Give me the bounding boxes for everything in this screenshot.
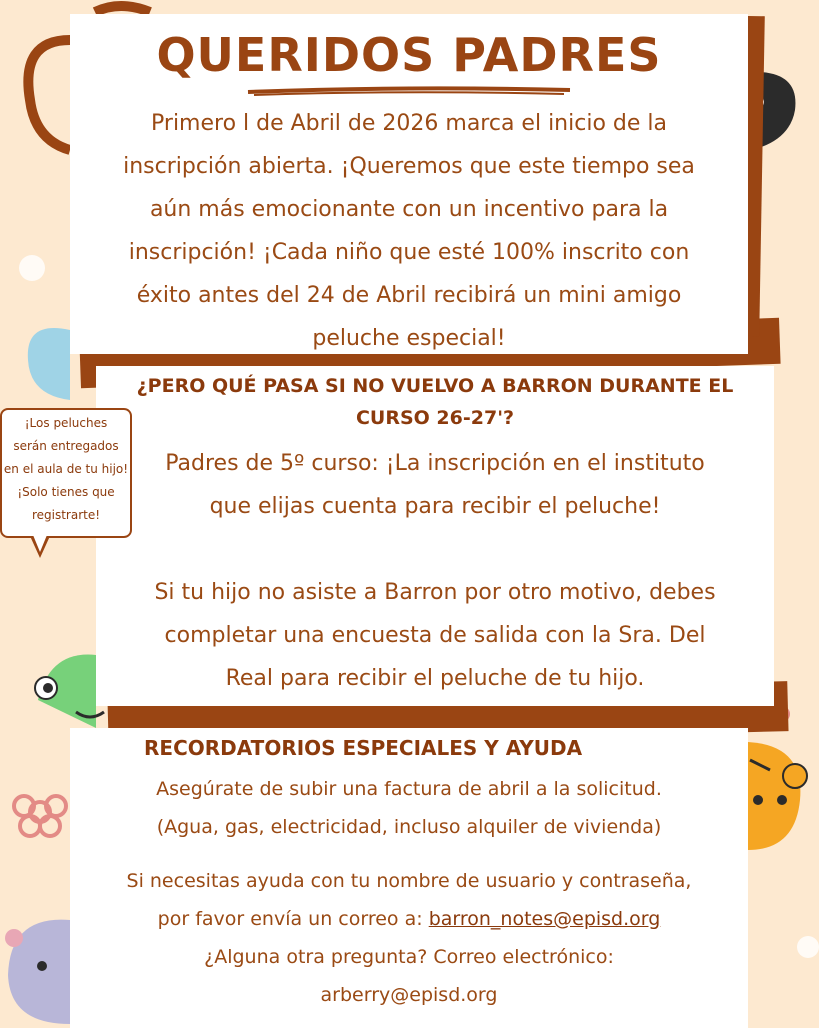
bubble-line: registrarte! [31,508,101,522]
section-heading [96,370,774,434]
title-underline [244,84,574,98]
intro-line: éxito antes del 24 de Abril recibirá un mini amigo [136,283,682,308]
intro-line: peluche especial! [312,326,506,351]
contact-email[interactable]: arberry@episd.org [320,984,498,1006]
help-email-link[interactable]: barron_notes@episd.org [428,908,661,930]
intro-panel [70,14,748,354]
page-title: QUERIDOS PADRES [156,28,662,82]
exit-survey-text [96,571,774,700]
hippo-icon [5,920,70,1024]
bubble-line: en el aula de tu hijo! [3,462,129,476]
intro-text [70,102,748,360]
fifth-grade-text [96,442,774,528]
reminder-line: Asegúrate de subir una factura de abril a la solicitud. [156,778,662,800]
tiger-icon [748,742,807,850]
bubble-line: serán entregados [13,439,119,453]
para-line: Padres de 5º curso: ¡La inscripción en el instituto [165,451,705,476]
reminders-panel [70,728,748,1028]
para-line: completar una encuesta de salida con la Sra. Del [164,623,706,648]
heading-line: CURSO 26-27'? [355,407,515,429]
intro-line: aún más emocionante con un incentivo para la [149,197,669,222]
flower-icon [14,796,66,836]
para-line: que elijas cuenta para recibir el peluche! [209,494,661,519]
para-line: Real para recibir el peluche de tu hijo. [225,666,645,691]
bubble-line: ¡Solo tienes que [17,485,115,499]
para-line: Si tu hijo no asiste a Barron por otro motivo, debes [154,580,716,605]
speech-bubble-tail-inner [33,535,47,552]
help-email-line [70,900,748,938]
bubble-line: ¡Los peluches [24,416,108,430]
intro-line: inscripción! ¡Cada niño que esté 100% inscrito con [128,240,690,265]
reminders-text [70,770,748,1014]
reminder-line: Si necesitas ayuda con tu nombre de usuario y contraseña, [126,870,692,892]
speech-bubble [0,408,132,538]
intro-line: inscripción abierta. ¡Queremos que este tiempo sea [123,154,695,179]
intro-line: Primero l de Abril de 2026 marca el inicio de la [151,111,667,136]
reminder-line: (Agua, gas, electricidad, incluso alquiler de vivienda) [156,816,662,838]
bear-outline-icon [28,40,70,150]
elephant-icon [28,328,70,400]
help-email-prefix: por favor envía un correo a: [157,908,429,930]
heading-line: ¿PERO QUÉ PASA SI NO VUELVO A BARRON DURANTE EL [136,375,734,397]
reminders-heading: RECORDATORIOS ESPECIALES Y AYUDA [144,736,583,760]
question-line: ¿Alguna otra pregunta? Correo electrónico: [204,946,614,968]
fifth-grade-panel [96,366,774,706]
